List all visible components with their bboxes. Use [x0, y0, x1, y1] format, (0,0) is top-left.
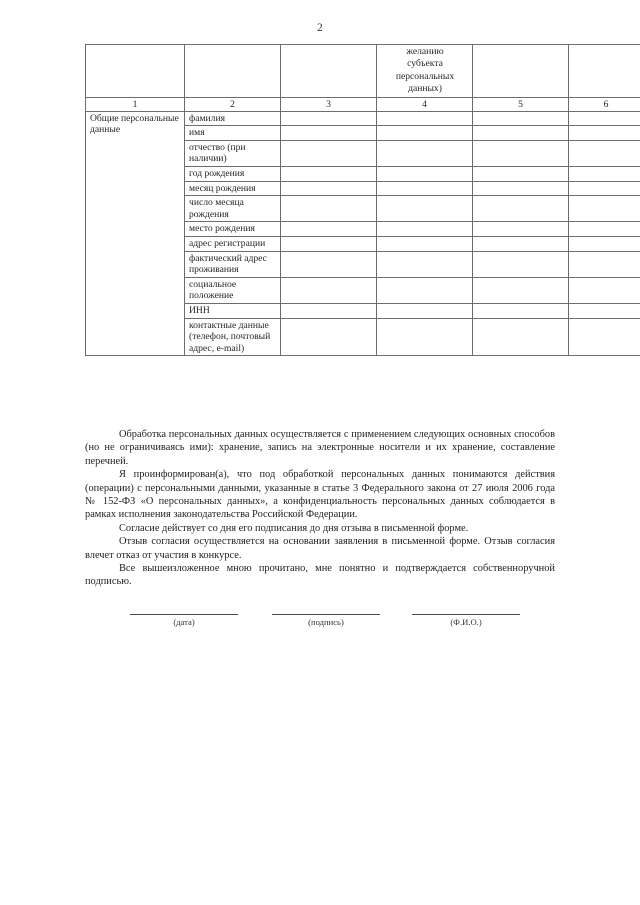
- page-number: 2: [317, 22, 323, 34]
- value-cell-col4[interactable]: [377, 236, 473, 251]
- value-cell-col4[interactable]: [377, 140, 473, 166]
- field-label-cell: число месяца рождения: [185, 196, 281, 222]
- paragraph-informed-statement: Я проинформирован(а), что под обработкой персональных данных понимаются действия (операции) с персональными данными, указанные в статье 3 Федерального закона от 27 июля 2006 года № 152-ФЗ «О персональных данных», а конфиденциальность персональных данных соблюдается в рамках исполнения законодательства Российской Федерации.: [85, 469, 555, 521]
- value-cell-col4[interactable]: [377, 251, 473, 277]
- value-cell-col4[interactable]: [377, 318, 473, 356]
- value-cell-col6[interactable]: [569, 140, 640, 166]
- field-label-cell: фактический адрес проживания: [185, 251, 281, 277]
- header-line-4: данных): [408, 83, 442, 95]
- header-line-2: субъекта: [407, 58, 443, 70]
- value-cell-col5[interactable]: [473, 181, 569, 196]
- value-cell-col3[interactable]: [281, 222, 377, 237]
- value-cell-col3[interactable]: [281, 140, 377, 166]
- signature-row: [85, 614, 565, 648]
- value-cell-col6[interactable]: [569, 111, 640, 126]
- value-cell-col5[interactable]: [473, 126, 569, 141]
- field-label-cell: отчество (при наличии): [185, 140, 281, 166]
- signature-caption-fullname: (Ф.И.О.): [450, 617, 482, 627]
- header-cell-col6: [569, 45, 640, 98]
- value-cell-col4[interactable]: [377, 167, 473, 182]
- field-label-cell: адрес регистрации: [185, 236, 281, 251]
- header-cell-col3: [281, 45, 377, 98]
- value-cell-col6[interactable]: [569, 167, 640, 182]
- value-cell-col3[interactable]: [281, 318, 377, 356]
- value-cell-col3[interactable]: [281, 126, 377, 141]
- value-cell-col4[interactable]: [377, 303, 473, 318]
- paragraph-consent-duration: Согласие действует со дня его подписания до дня отзыва в письменной форме.: [119, 522, 469, 534]
- column-number-5: 5: [473, 97, 569, 111]
- value-cell-col5[interactable]: [473, 303, 569, 318]
- paragraph-consent-withdrawal: Отзыв согласия осуществляется на основании заявления в письменной форме. Отзыв согласия влечет отказ от участия в конкурсе.: [85, 536, 555, 561]
- signature-field-date[interactable]: [130, 614, 238, 628]
- value-cell-col6[interactable]: [569, 181, 640, 196]
- value-cell-col6[interactable]: [569, 222, 640, 237]
- signature-caption-signature: (подпись): [308, 617, 344, 627]
- value-cell-col3[interactable]: [281, 277, 377, 303]
- value-cell-col5[interactable]: [473, 140, 569, 166]
- header-cell-col2: [185, 45, 281, 98]
- value-cell-col5[interactable]: [473, 222, 569, 237]
- header-cell-col1: [86, 45, 185, 98]
- value-cell-col6[interactable]: [569, 236, 640, 251]
- value-cell-col4[interactable]: [377, 111, 473, 126]
- value-cell-col5[interactable]: [473, 167, 569, 182]
- header-cell-col5: [473, 45, 569, 98]
- value-cell-col6[interactable]: [569, 318, 640, 356]
- table-body: [86, 45, 640, 356]
- value-cell-col4[interactable]: [377, 126, 473, 141]
- value-cell-col6[interactable]: [569, 196, 640, 222]
- column-number-row: [86, 97, 640, 111]
- value-cell-col6[interactable]: [569, 251, 640, 277]
- field-label-cell: социальное положение: [185, 277, 281, 303]
- signature-line-date[interactable]: [130, 614, 238, 615]
- field-label-cell: контактные данные (телефон, почтовый адрес, e-mail): [185, 318, 281, 356]
- consent-body-text: [85, 428, 555, 589]
- table-header-continuation-row: [86, 45, 640, 98]
- field-label-cell: место рождения: [185, 222, 281, 237]
- personal-data-table-wrapper: [85, 44, 609, 356]
- signature-line-fullname[interactable]: [412, 614, 520, 615]
- value-cell-col5[interactable]: [473, 251, 569, 277]
- personal-data-table: [85, 44, 640, 356]
- value-cell-col6[interactable]: [569, 303, 640, 318]
- value-cell-col5[interactable]: [473, 111, 569, 126]
- value-cell-col4[interactable]: [377, 181, 473, 196]
- value-cell-col3[interactable]: [281, 303, 377, 318]
- field-label-cell: имя: [185, 126, 281, 141]
- value-cell-col3[interactable]: [281, 196, 377, 222]
- value-cell-col6[interactable]: [569, 277, 640, 303]
- value-cell-col5[interactable]: [473, 236, 569, 251]
- value-cell-col4[interactable]: [377, 196, 473, 222]
- column-number-2: 2: [185, 97, 281, 111]
- value-cell-col4[interactable]: [377, 222, 473, 237]
- value-cell-col6[interactable]: [569, 126, 640, 141]
- paragraph-acknowledgement: Все вышеизложенное мною прочитано, мне понятно и подтверждается собственноручной подписью.: [85, 563, 555, 588]
- value-cell-col3[interactable]: [281, 111, 377, 126]
- column-number-3: 3: [281, 97, 377, 111]
- column-number-4: 4: [377, 97, 473, 111]
- value-cell-col3[interactable]: [281, 167, 377, 182]
- field-label-cell: фамилия: [185, 111, 281, 126]
- paragraph-processing-methods: Обработка персональных данных осуществляется с применением следующих основных способов (но не ограничиваясь ими): хранение, запись на электронные носители и их хранение, составление перечней.: [85, 429, 555, 467]
- group-label-cell: Общие персональные данные: [86, 111, 185, 356]
- table-row: [86, 111, 640, 126]
- column-number-6: 6: [569, 97, 640, 111]
- value-cell-col3[interactable]: [281, 251, 377, 277]
- value-cell-col5[interactable]: [473, 277, 569, 303]
- column-number-1: 1: [86, 97, 185, 111]
- value-cell-col5[interactable]: [473, 318, 569, 356]
- signature-field-signature[interactable]: [272, 614, 380, 628]
- field-label-cell: ИНН: [185, 303, 281, 318]
- value-cell-col5[interactable]: [473, 196, 569, 222]
- signature-caption-date: (дата): [173, 617, 195, 627]
- signature-field-fullname[interactable]: [412, 614, 520, 628]
- value-cell-col3[interactable]: [281, 236, 377, 251]
- field-label-cell: год рождения: [185, 167, 281, 182]
- field-label-cell: месяц рождения: [185, 181, 281, 196]
- signature-line-signature[interactable]: [272, 614, 380, 615]
- header-cell-col4: [377, 45, 473, 98]
- value-cell-col4[interactable]: [377, 277, 473, 303]
- value-cell-col3[interactable]: [281, 181, 377, 196]
- header-line-3: персональных: [395, 70, 455, 82]
- header-line-1: желанию: [406, 46, 444, 57]
